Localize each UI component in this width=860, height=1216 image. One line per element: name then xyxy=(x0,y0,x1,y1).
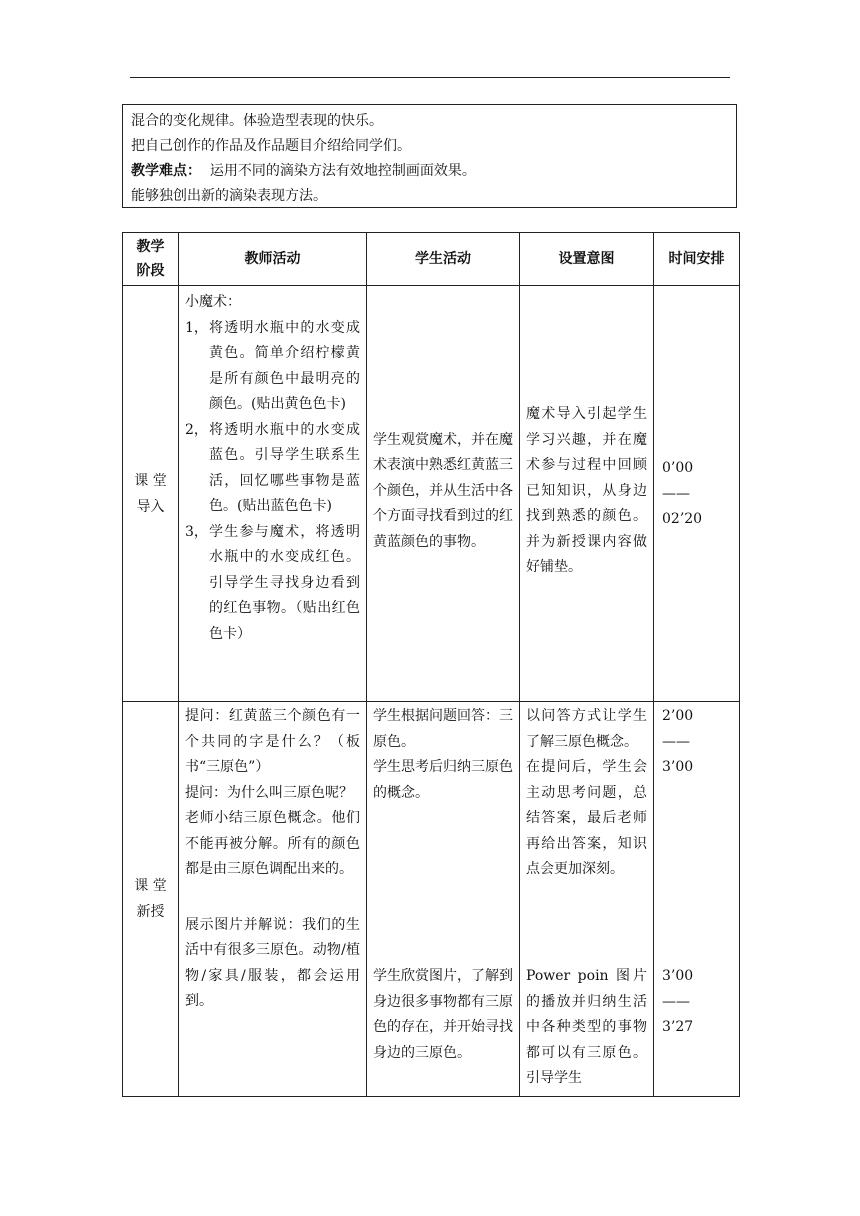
header-student: 学生活动 xyxy=(367,233,520,286)
time-cell: 2’00 —— 3’00 3’00 —— 3’27 xyxy=(654,702,740,1097)
header-row xyxy=(123,233,740,286)
header-teacher: 教师活动 xyxy=(179,233,367,286)
teacher-cell xyxy=(179,286,367,702)
difficulty-label: 教学难点： xyxy=(131,163,201,179)
objective-line-4: 能够独创出新的滴染表现方法。 xyxy=(131,188,327,204)
header-stage: 教学 阶段 xyxy=(123,233,179,286)
table-row xyxy=(123,702,740,1097)
difficulty-line xyxy=(131,159,728,184)
magic-steps xyxy=(185,316,360,648)
intent-cell: 魔术导入引起学生学习兴趣，并在魔术参与过程中回顾已知知识，从身边找到熟悉的颜色。并为新授课内容做好铺垫。 xyxy=(520,286,654,702)
time-cell: 0’00 —— 02’20 xyxy=(654,286,740,702)
header-intent: 设置意图 xyxy=(520,233,654,286)
stage-cell: 课 堂 导入 xyxy=(123,286,179,702)
objective-line-1: 混合的变化规律。体验造型表现的快乐。 xyxy=(131,113,383,129)
objective-line-2: 把自己创作的作品及作品题目介绍给同学们。 xyxy=(131,138,411,154)
student-cell: 学生观赏魔术，并在魔术表演中熟悉红黄蓝三个颜色，并从生活中各个方面寻找看到过的红黄蓝颜色的事物。 xyxy=(367,286,520,702)
teacher-cell: 提问：红黄蓝三个颜色有一个共同的字是什么？（板书“三原色”） 提问：为什么叫三原色呢？ 老师小结三原色概念。他们不能再被分解。所有的颜色都是由三原色调配出来的。 展示图片并解说：我们的生活中有很多三原色。动物/植物/家具/服装，都会运用到。 xyxy=(179,702,367,1097)
objectives-box xyxy=(122,104,737,208)
list-item: 1， 将透明水瓶中的水变成黄色。简单介绍柠檬黄是所有颜色中最明亮的颜色。(贴出黄色色卡) xyxy=(185,319,360,412)
intent-cell: 以问答方式让学生了解三原色概念。 在提问后，学生会主动思考问题，总结答案，最后老师再给出答案，知识点会更加深刻。 Power poin 图片的播放并归纳生活中各种类型的事物都可以有三原色。引导学生 xyxy=(520,702,654,1097)
lesson-plan-table xyxy=(122,232,740,1097)
magic-title: 小魔术： xyxy=(185,294,241,310)
list-item: 3， 学生参与魔术，将透明水瓶中的水变成红色。引导学生寻找身边看到的红色事物。（贴出红色色卡） xyxy=(185,523,360,642)
table-row xyxy=(123,286,740,702)
header-rule xyxy=(130,77,730,78)
header-time: 时间安排 xyxy=(654,233,740,286)
student-cell: 学生根据问题回答：三原色。 学生思考后归纳三原色的概念。 学生欣赏图片，了解到身边很多事物都有三原色的存在，并开始寻找身边的三原色。 xyxy=(367,702,520,1097)
stage-cell: 课 堂 新授 xyxy=(123,702,179,1097)
difficulty-text: 运用不同的滴染方法有效地控制画面效果。 xyxy=(209,163,476,179)
list-item: 2， 将透明水瓶中的水变成蓝色。引导学生联系生活，回忆哪些事物是蓝色。(贴出蓝色色卡) xyxy=(185,421,360,514)
